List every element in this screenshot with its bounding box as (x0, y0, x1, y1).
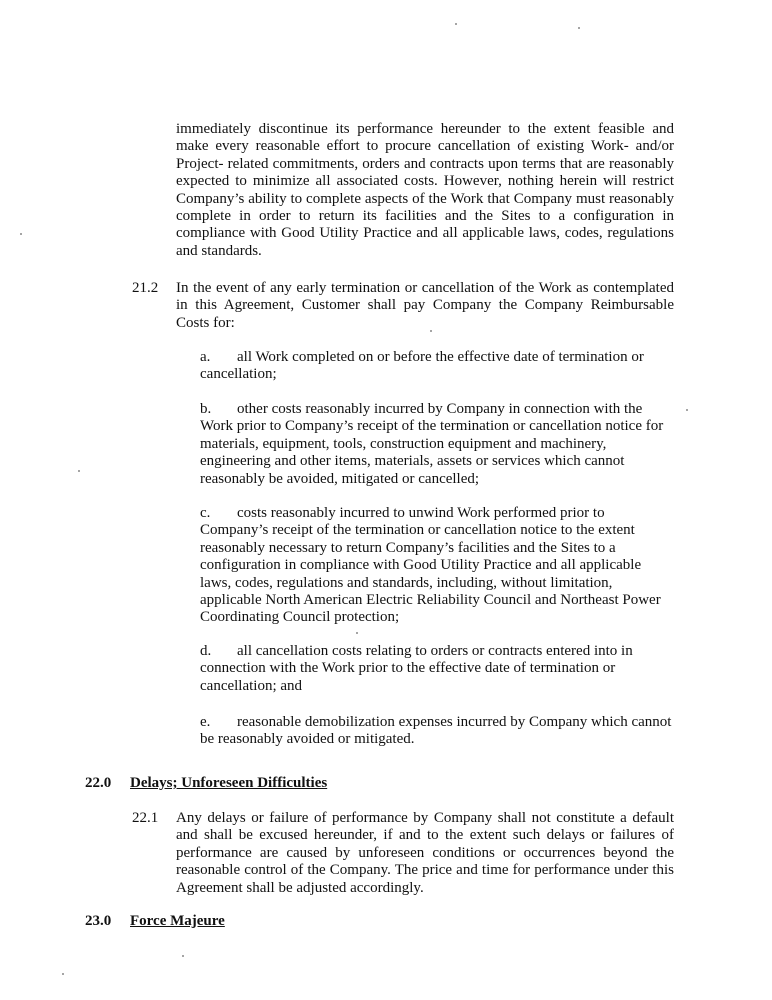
list-item-b (200, 401, 672, 488)
section-23-heading: Force Majeure (130, 913, 225, 929)
scan-speck (62, 973, 64, 975)
scan-speck (455, 23, 457, 25)
list-item-text: costs reasonably incurred to unwind Work performed prior to Company’s receipt of the termination or cancellation notice to the extent reasonably necessary to return Company’s facilities and the Sites to a configuration in compliance with Good Utility Practice and all applicable laws, codes, regulations and standards, including, without limitation, applicable North American Electric Reliability Council and Northeast Power Coordinating Council protection; (200, 505, 661, 626)
list-item-text: reasonable demobilization expenses incurred by Company which cannot be reasonably avoided or mitigated. (200, 714, 672, 748)
scan-speck (78, 470, 80, 472)
list-item-letter: c. (200, 505, 211, 521)
section-21-2-number: 21.2 (132, 280, 159, 296)
continuation-paragraph: immediately discontinue its performance hereunder to the extent feasible and make every reasonable effort to procure cancellation of existing Work- and/or Project- related commitments, orders and contracts upon terms that are reasonably expected to minimize all associated costs. However, nothing herein will restrict Company’s ability to complete aspects of the Work that Company must reasonably complete in order to return its facilities and the Sites to a configuration in compliance with Good Utility Practice and all applicable laws, codes, regulations and standards. (176, 121, 674, 259)
scan-speck (182, 955, 184, 957)
section-22-1-number: 22.1 (132, 810, 159, 826)
section-23-number: 23.0 (85, 913, 112, 929)
list-item-letter: d. (200, 643, 212, 659)
list-item-e (200, 714, 672, 749)
section-22-heading: Delays; Unforeseen Difficulties (130, 775, 328, 791)
section-21-2-text: In the event of any early termination or cancellation of the Work as contemplated in this Agreement, Customer shall pay Company the Company Reimbursable Costs for: (176, 280, 674, 331)
scan-speck (686, 409, 688, 411)
list-item-letter: a. (200, 349, 211, 365)
scan-speck (356, 632, 358, 634)
list-item-letter: e. (200, 714, 211, 730)
section-22-1-text: Any delays or failure of performance by Company shall not constitute a default and shall be excused hereunder, if and to the extent such delays or failures of performance are caused by unforeseen conditions or occurrences beyond the reasonable control of the Company. The price and time for performance under this Agreement shall be adjusted accordingly. (176, 810, 674, 896)
scan-speck (20, 233, 22, 235)
scan-speck (430, 330, 432, 332)
list-item-text: other costs reasonably incurred by Company in connection with the Work prior to Company’s receipt of the termination or cancellation notice for materials, equipment, tools, construction equipment and machinery, engineering and other items, materials, assets or services which cannot reasonably be avoided, mitigated or cancelled; (200, 401, 664, 487)
list-item-letter: b. (200, 401, 212, 417)
list-item-d (200, 643, 672, 695)
list-item-text: all Work completed on or before the effective date of termination or cancellation; (200, 349, 644, 383)
list-item-a (200, 349, 672, 384)
list-item-c (200, 505, 672, 627)
section-22-number: 22.0 (85, 775, 112, 791)
list-item-text: all cancellation costs relating to orders or contracts entered into in connection with the Work prior to the effective date of termination or cancellation; and (200, 643, 633, 694)
scan-speck (578, 27, 580, 29)
